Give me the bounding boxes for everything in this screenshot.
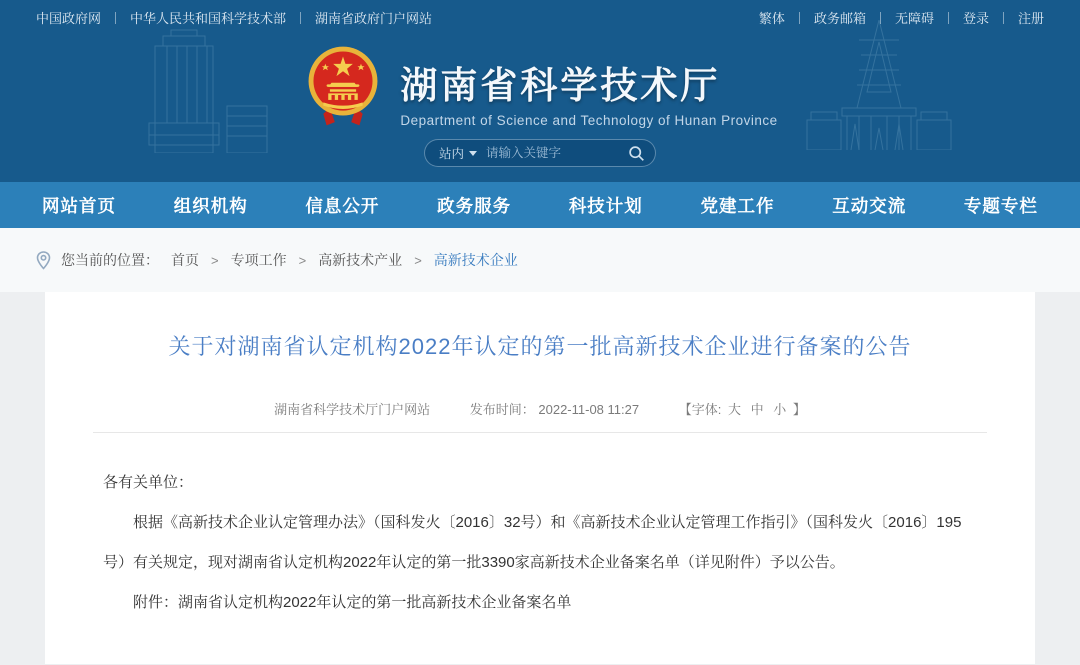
- article-title: 关于对湖南省认定机构2022年认定的第一批高新技术企业进行备案的公告: [168, 334, 912, 359]
- topbar-link-accessibility[interactable]: 无障碍: [894, 11, 934, 26]
- font-size-label-close: 】: [792, 402, 806, 417]
- breadcrumb-item-special-work[interactable]: 专项工作: [230, 252, 287, 268]
- font-size-large-button[interactable]: 大: [727, 402, 741, 417]
- font-size-label-open: 【字体:: [678, 402, 722, 417]
- article-card: [45, 292, 1035, 664]
- top-utility-bar: [0, 0, 1080, 35]
- breadcrumb: [61, 250, 518, 270]
- nav-item-interaction[interactable]: 互动交流: [832, 195, 907, 216]
- topbar-link-gov-mail[interactable]: 政务邮箱: [813, 11, 866, 26]
- topbar-link-most[interactable]: 中华人民共和国科学技术部: [130, 11, 287, 26]
- nav-item-home[interactable]: 网站首页: [42, 195, 116, 216]
- topbar-link-login[interactable]: 登录: [962, 11, 989, 26]
- chevron-down-icon: [469, 151, 477, 156]
- search-icon: [628, 145, 645, 162]
- breadcrumb-bar: [0, 228, 1080, 292]
- site-search: [424, 139, 656, 167]
- font-size-small-button[interactable]: 小: [773, 402, 787, 417]
- divider: [799, 12, 800, 24]
- breadcrumb-separator: >: [211, 252, 219, 268]
- breadcrumb-separator: >: [414, 252, 422, 268]
- site-title: 湖南省科学技术厅: [400, 65, 721, 106]
- brand-text: [400, 43, 777, 128]
- breadcrumb-item-hightech-industry[interactable]: 高新技术产业: [318, 252, 403, 268]
- nav-item-party-building[interactable]: 党建工作: [700, 195, 775, 216]
- nav-item-organization[interactable]: 组织机构: [173, 195, 248, 216]
- location-pin-icon: [36, 251, 51, 270]
- publish-time: [470, 402, 643, 417]
- main-navigation: [0, 182, 1080, 228]
- search-scope-dropdown[interactable]: [439, 144, 477, 162]
- publish-time-value: 2022-11-08 11:27: [538, 402, 640, 417]
- publish-time-label: 发布时间：: [469, 402, 535, 417]
- site-header: [0, 0, 1080, 182]
- divider: [115, 12, 116, 24]
- topbar-link-china-gov[interactable]: 中国政府网: [36, 11, 102, 26]
- font-size-medium-button[interactable]: 中: [750, 402, 764, 417]
- topbar-link-hunan-gov[interactable]: 湖南省政府门户网站: [315, 11, 433, 26]
- search-input[interactable]: [486, 146, 628, 160]
- meta-divider: [93, 432, 987, 433]
- topbar-left-links: [36, 8, 432, 27]
- article-source: 湖南省科学技术厅门户网站: [274, 402, 431, 417]
- divider: [1003, 12, 1004, 24]
- font-size-controls: [679, 402, 806, 417]
- breadcrumb-item-hightech-enterprise[interactable]: 高新技术企业: [433, 252, 518, 268]
- search-scope-label: 站内: [439, 147, 465, 161]
- article-body: [85, 463, 995, 623]
- divider: [880, 12, 881, 24]
- breadcrumb-item-home[interactable]: 首页: [171, 252, 199, 268]
- nav-item-sci-tech-plan[interactable]: 科技计划: [568, 195, 643, 216]
- attachment-paragraph: 附件：湖南省认定机构2022年认定的第一批高新技术企业备案名单: [133, 594, 572, 611]
- divider: [948, 12, 949, 24]
- nav-item-special-topics[interactable]: 专题专栏: [963, 195, 1038, 216]
- divider: [300, 12, 301, 24]
- nav-item-info-disclosure[interactable]: 信息公开: [305, 195, 380, 216]
- main-content-area: [0, 292, 1080, 664]
- salutation-paragraph: 各有关单位：: [103, 474, 194, 491]
- article-meta: [85, 399, 995, 418]
- breadcrumb-separator: >: [298, 252, 307, 268]
- site-brand: [0, 43, 1080, 129]
- search-button[interactable]: [628, 145, 645, 162]
- topbar-link-register[interactable]: 注册: [1017, 11, 1044, 26]
- topbar-right-links: [759, 8, 1044, 27]
- body-paragraph: 根据《高新技术企业认定管理办法》（国科发火〔2016〕32号）和《高新技术企业认定管理工作指引》（国科发火〔2016〕195号）有关规定，现对湖南省认定机构2022年认定的第一批3390家高新技术企业备案名单（详见附件）予以公告。: [103, 514, 962, 571]
- site-subtitle: Department of Science and Technology of Hunan Province: [400, 113, 778, 128]
- national-emblem-icon: [302, 43, 384, 129]
- topbar-link-traditional[interactable]: 繁体: [758, 11, 785, 26]
- nav-item-gov-services[interactable]: 政务服务: [437, 195, 512, 216]
- breadcrumb-prefix: 您当前的位置：: [61, 252, 159, 268]
